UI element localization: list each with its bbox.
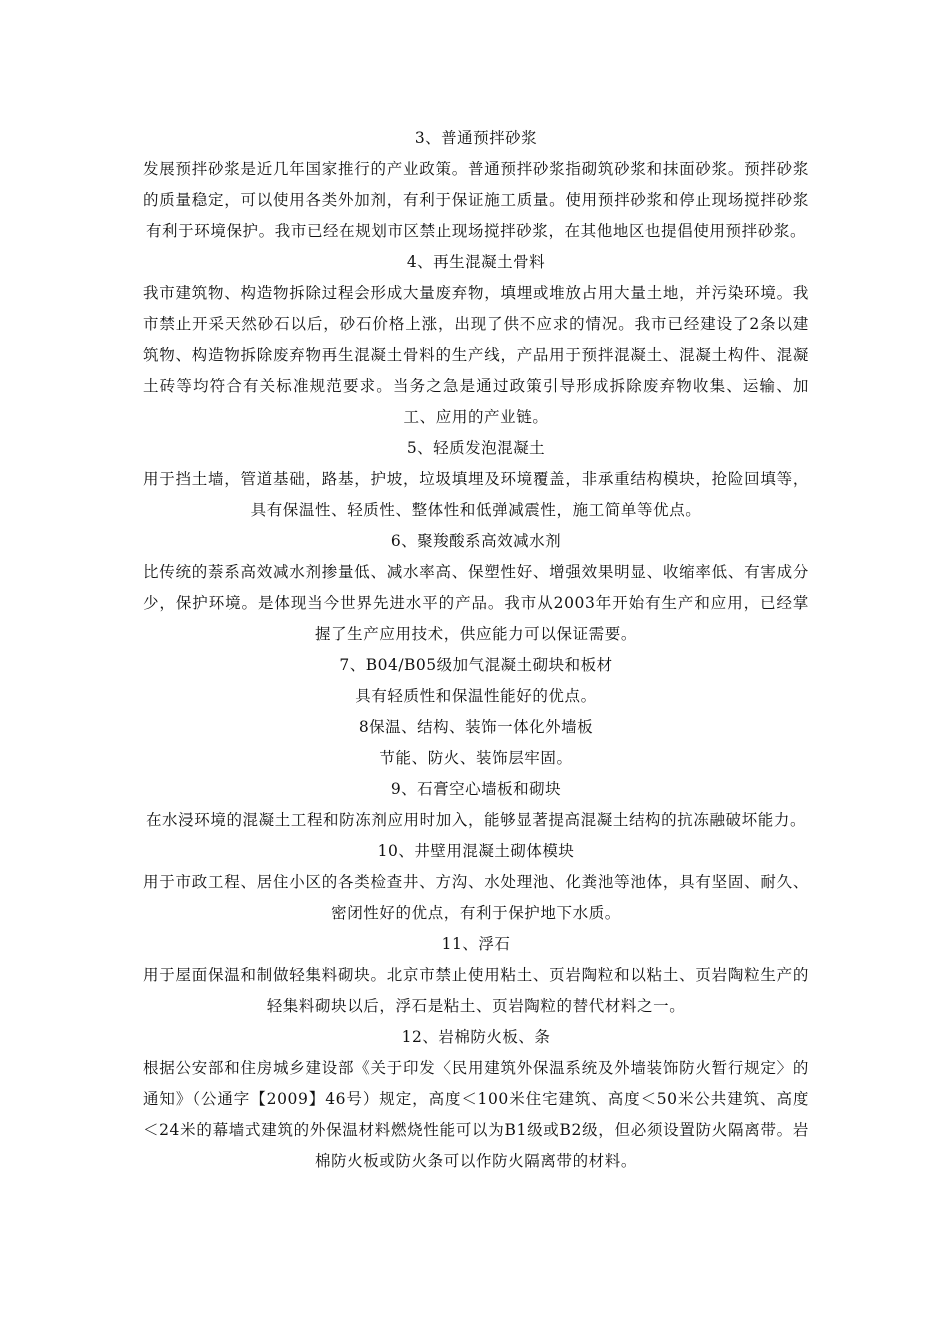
section-5: [143, 433, 809, 526]
section-heading: 6、聚羧酸系高效减水剂: [390, 532, 562, 550]
section-11: [143, 929, 809, 1022]
section-12: [143, 1022, 809, 1177]
section-paragraph: 在水浸环境的混凝土工程和防冻剂应用时加入，能够显著提高混凝土结构的抗冻融破坏能力。: [145, 811, 807, 829]
section-heading: 7、B04/B05级加气混凝土砌块和板材: [339, 656, 613, 674]
document-page: [143, 123, 809, 1177]
section-heading: 4、再生混凝土骨料: [406, 253, 546, 271]
section-6: [143, 526, 809, 650]
section-paragraph: 用于市政工程、居住小区的各类检查井、方沟、水处理池、化粪池等池体，具有坚固、耐久、密闭性好的优点，有利于保护地下水质。: [143, 873, 809, 922]
section-heading: 11、浮石: [441, 935, 511, 953]
section-paragraph: 用于挡土墙，管道基础，路基，护坡，垃圾填埋及环境覆盖，非承重结构模块，抢险回填等，具有保温性、轻质性、整体性和低弹减震性，施工简单等优点。: [143, 470, 809, 519]
section-9: [143, 774, 809, 836]
section-paragraph: 发展预拌砂浆是近几年国家推行的产业政策。普通预拌砂浆指砌筑砂浆和抹面砂浆。预拌砂浆的质量稳定，可以使用各类外加剂，有利于保证施工质量。使用预拌砂浆和停止现场搅拌砂浆有利于环境保护。我市已经在规划市区禁止现场搅拌砂浆，在其他地区也提倡使用预拌砂浆。: [143, 160, 809, 240]
section-paragraph: 比传统的萘系高效减水剂掺量低、减水率高、保塑性好、增强效果明显、收缩率低、有害成分少，保护环境。是体现当今世界先进水平的产品。我市从2003年开始有生产和应用，已经掌握了生产应用技术，供应能力可以保证需要。: [143, 563, 809, 643]
section-heading: 8保温、结构、装饰一体化外墙板: [358, 718, 594, 736]
section-paragraph: 节能、防火、装饰层牢固。: [379, 749, 573, 767]
section-heading: 3、普通预拌砂浆: [414, 129, 538, 147]
section-8: [143, 712, 809, 774]
section-paragraph: 具有轻质性和保温性能好的优点。: [355, 687, 597, 705]
section-4: [143, 247, 809, 433]
section-heading: 9、石膏空心墙板和砌块: [390, 780, 562, 798]
section-heading: 12、岩棉防火板、条: [401, 1028, 551, 1046]
section-7: [143, 650, 809, 712]
section-paragraph: 根据公安部和住房城乡建设部《关于印发〈民用建筑外保温系统及外墙装饰防火暂行规定〉的通知》（公通字【2009】46号）规定，高度＜100米住宅建筑、高度＜50米公共建筑、高度＜24米的幕墙式建筑的外保温材料燃烧性能可以为B1级或B2级，但必须设置防火隔离带。岩棉防火板或防火条可以作防火隔离带的材料。: [143, 1059, 809, 1170]
section-heading: 10、井壁用混凝土砌体模块: [377, 842, 575, 860]
section-10: [143, 836, 809, 929]
section-3: [143, 123, 809, 247]
section-heading: 5、轻质发泡混凝土: [406, 439, 546, 457]
section-paragraph: 我市建筑物、构造物拆除过程会形成大量废弃物，填埋或堆放占用大量土地，并污染环境。我市禁止开采天然砂石以后，砂石价格上涨，出现了供不应求的情况。我市已经建设了2条以建筑物、构造物拆除废弃物再生混凝土骨料的生产线，产品用于预拌混凝土、混凝土构件、混凝土砖等均符合有关标准规范要求。当务之急是通过政策引导形成拆除废弃物收集、运输、加工、应用的产业链。: [143, 284, 809, 426]
section-paragraph: 用于屋面保温和制做轻集料砌块。北京市禁止使用粘土、页岩陶粒和以粘土、页岩陶粒生产的轻集料砌块以后，浮石是粘土、页岩陶粒的替代材料之一。: [143, 966, 809, 1015]
